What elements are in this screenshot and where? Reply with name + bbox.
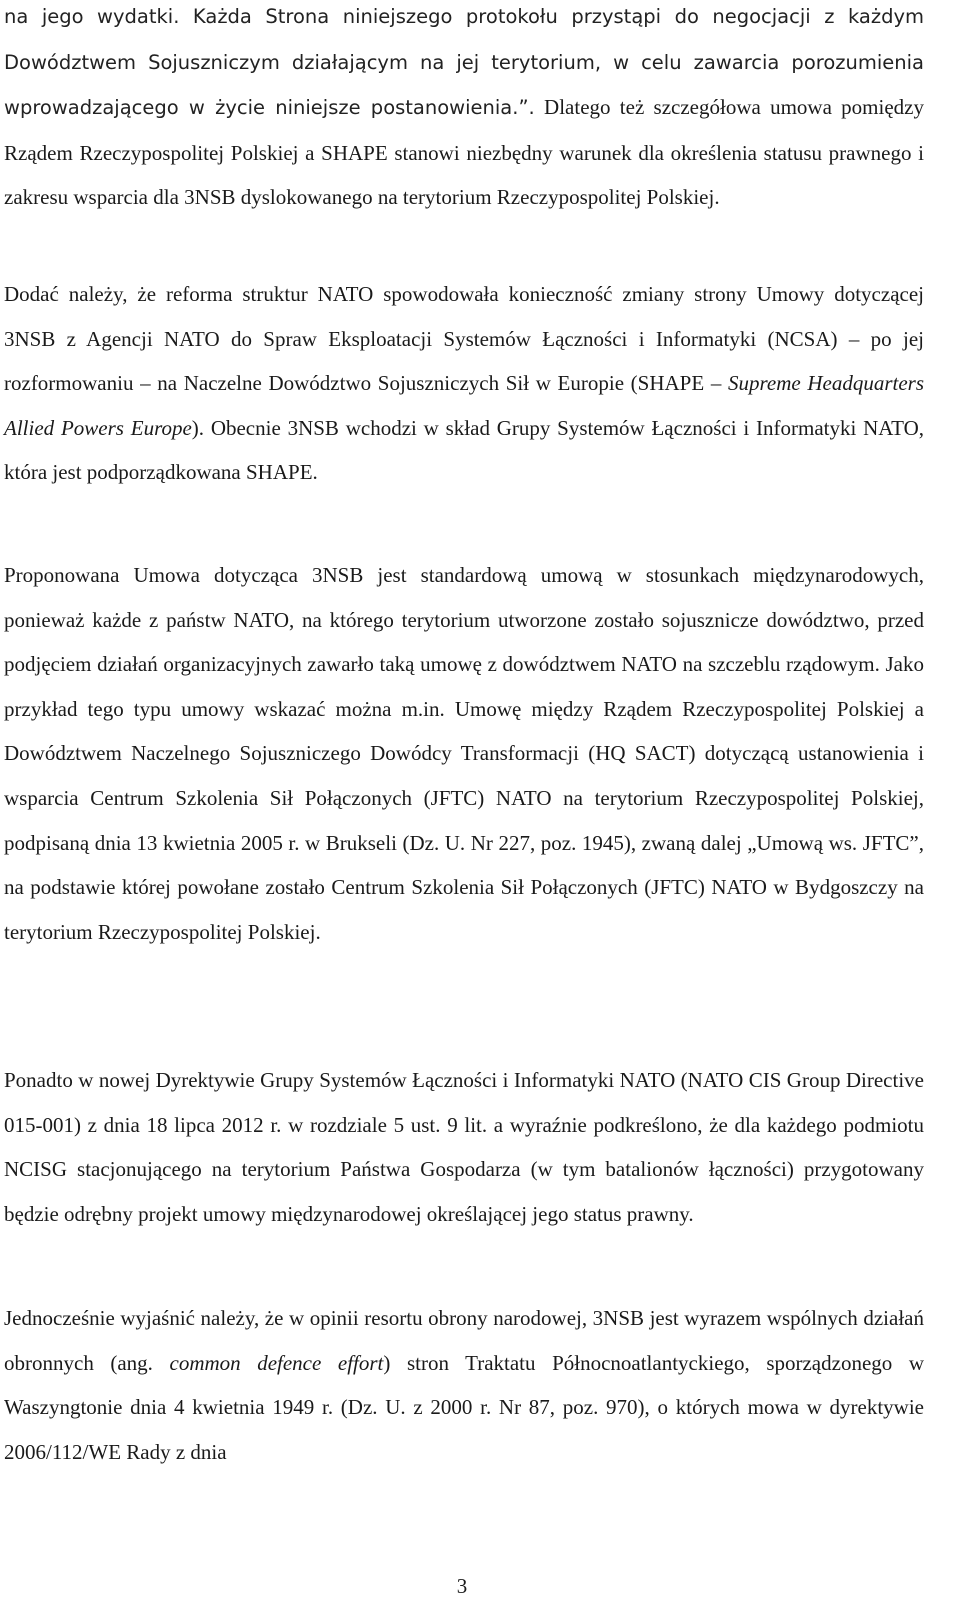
paragraph-5-italic-phrase: common defence effort — [169, 1350, 384, 1375]
paragraph-2-segment-1: Dodać należy, że reforma struktur NATO spowodowała konieczność zmiany strony Umowy dotyczącej 3NSB z Agencji NATO do Spraw Eksploatacji Systemów Łączności i Informatyki (NCSA) – po jej rozformowaniu – na Naczelne Dowództwo Sojuszniczych Sił w Europie (SHAPE – — [4, 282, 924, 396]
paragraph-5-segment-1: Jednocześnie wyjaśnić należy, że w opinii resortu obrony narodowej, 3NSB jest wyrazem wspólnych działań obronnych (ang. — [4, 1306, 924, 1375]
paragraph-4-segment-1: Ponadto w nowej Dyrektywie Grupy Systemów Łączności i Informatyki NATO (NATO CIS Group Directive 015-001) z dnia 18 lipca 2012 r. w rozdziale 5 ust. 9 lit. a wyraźnie podkreślono, że dla każdego podmiotu NCISG stacjonującego na terytorium Państwa Gospodarza (w tym batalionów łączności) przygotowany będzie odrębny projekt umowy międzynarodowej określającej jego status prawny. — [4, 1068, 924, 1226]
paragraph-1 — [4, 0, 924, 220]
paragraph-5-segment-3: ) stron Traktatu Północnoatlantyckiego, sporządzonego w Waszyngtonie dnia 4 kwietnia 1949 r. (Dz. U. z 2000 r. Nr 87, poz. 970), o których mowa w dyrektywie 2006/112/WE Rady z dnia — [4, 1350, 924, 1464]
paragraph-2 — [4, 272, 924, 495]
paragraph-5 — [4, 1296, 924, 1474]
paragraph-1-segment-1: na jego wydatki. Każda Strona niniejszego protokołu przystąpi do negocjacji z każdym Dowództwem Sojuszniczym działającym na jej terytorium, w celu zawarcia porozumienia wprowadzającego w życie niniejsze postanowienia.”. — [4, 5, 924, 120]
page-number: 3 — [456, 1574, 468, 1598]
paragraph-2-segment-3: ). Obecnie 3NSB wchodzi w skład Grupy Systemów Łączności i Informatyki NATO, która jest podporządkowana SHAPE. — [4, 415, 924, 485]
paragraph-2-italic-phrase: Supreme Headquarters Allied Powers Europe — [4, 371, 924, 440]
paragraph-4 — [4, 1058, 924, 1236]
paragraph-1-segment-2: Dlatego też szczegółowa umowa pomiędzy Rządem Rzeczypospolitej Polskiej a SHAPE stanowi niezbędny warunek dla określenia statusu prawnego i zakresu wsparcia dla 3NSB dyslokowanego na terytorium Rzeczypospolitej Polskiej. — [4, 95, 924, 210]
paragraph-3 — [4, 553, 924, 954]
paragraph-3-segment-1: Proponowana Umowa dotycząca 3NSB jest standardową umową w stosunkach międzynarodowych, ponieważ każde z państw NATO, na którego terytorium utworzone zostało sojusznicze dowództwo, przed podjęciem działań organizacyjnych zawarło taką umowę z dowództwem NATO na szczeblu rządowym. Jako przykład tego typu umowy wskazać można m.in. Umowę między Rządem Rzeczypospolitej Polskiej a Dowództwem Naczelnego Sojuszniczego Dowódcy Transformacji (HQ SACT) dotyczącą ustanowienia i wsparcia Centrum Szkolenia Sił Połączonych (JFTC) NATO na terytorium Rzeczypospolitej Polskiej, podpisaną dnia 13 kwietnia 2005 r. w Brukseli (Dz. U. Nr 227, poz. 1945), zwaną dalej „Umową ws. JFTC”, na podstawie której powołane zostało Centrum Szkolenia Sił Połączonych (JFTC) NATO w Bydgoszczy na terytorium Rzeczypospolitej Polskiej. — [4, 563, 924, 944]
